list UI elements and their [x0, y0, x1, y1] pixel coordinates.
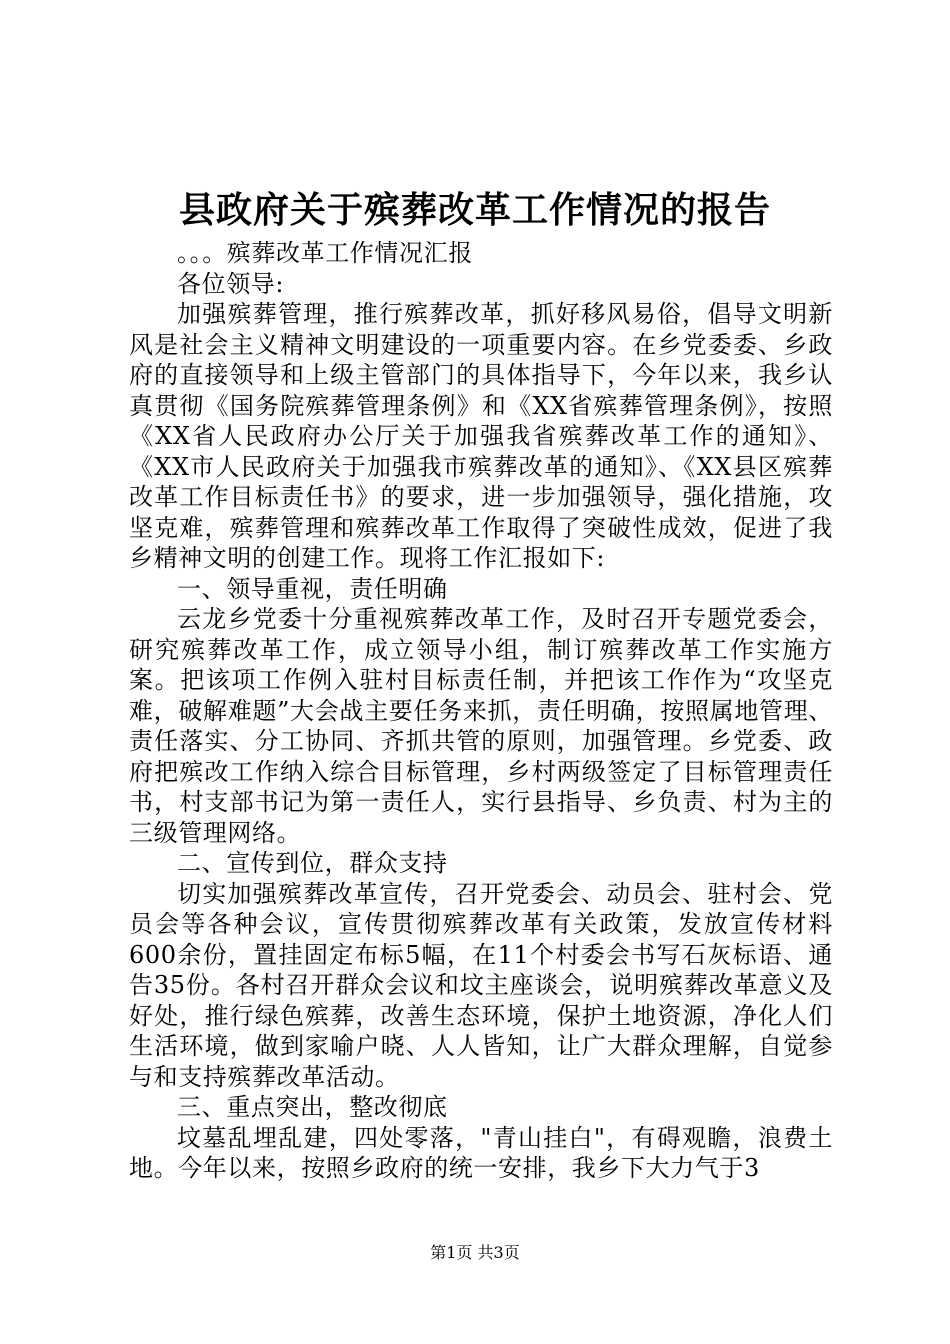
paragraph-section-1: 云龙乡党委十分重视殡葬改革工作，及时召开专题党委会，研究殡葬改革工作，成立领导小组，制订殡葬改革工作实施方案。把该项工作例入驻村目标责任制，并把该工作作为“攻坚克难，破解难题”大会战主要任务来抓，责任明确，按照属地管理、责任落实、分工协同、齐抓共管的原则，加强管理。乡党委、政府把殡改工作纳入综合目标管理，乡村两级签定了目标管理责任书，村支部书记为第一责任人，实行县指导、乡负责、村为主的三级管理网络。	[129, 605, 833, 847]
page-footer: 第1页 共3页	[430, 1243, 520, 1262]
paragraph-section-3: 坟墓乱埋乱建，四处零落，"青山挂白"，有碍观瞻，浪费土地。今年以来，按照乡政府的统一安排，我乡下大力气于3	[129, 1123, 833, 1182]
section-heading-3: 三、重点突出，整改彻底	[177, 1093, 448, 1121]
paragraph-intro: 加强殡葬管理，推行殡葬改革，抓好移风易俗，倡导文明新风是社会主义精神文明建设的一项重要内容。在乡党委委、乡政府的直接领导和上级主管部门的具体指导下，今年以来，我乡认真贯彻《国务院殡葬管理条例》和《XX省殡葬管理条例》，按照《XX省人民政府办公厅关于加强我省殡葬改革工作的通知》、《XX市人民政府关于加强我市殡葬改革的通知》、《XX县区殡葬改革工作目标责任书》的要求，进一步加强领导，强化措施，攻坚克难，殡葬管理和殡葬改革工作取得了突破性成效，促进了我乡精神文明的创建工作。现将工作汇报如下:	[129, 300, 833, 572]
section-heading-2: 二、宣传到位，群众支持	[177, 849, 448, 877]
document-body	[129, 238, 833, 1184]
paragraph-section-2: 切实加强殡葬改革宣传，召开党委会、动员会、驻村会、党员会等各种会议，宣传贯彻殡葬改革有关政策，发放宣传材料600余份，置挂固定布标5幅，在11个村委会书写石灰标语、通告35份。各村召开群众会议和坟主座谈会，说明殡葬改革意义及好处，推行绿色殡葬，改善生态环境，保护土地资源，净化人们生活环境，做到家喻户晓、人人皆知，让广大群众理解，自觉参与和支持殡葬改革活动。	[129, 879, 833, 1091]
paragraph-salutation: 各位领导:	[177, 269, 285, 298]
paragraph-greeting-heading: 。。。殡葬改革工作情况汇报	[177, 239, 473, 267]
document-title: 县政府关于殡葬改革工作情况的报告	[178, 189, 771, 231]
section-heading-1: 一、领导重视，责任明确	[177, 574, 448, 603]
